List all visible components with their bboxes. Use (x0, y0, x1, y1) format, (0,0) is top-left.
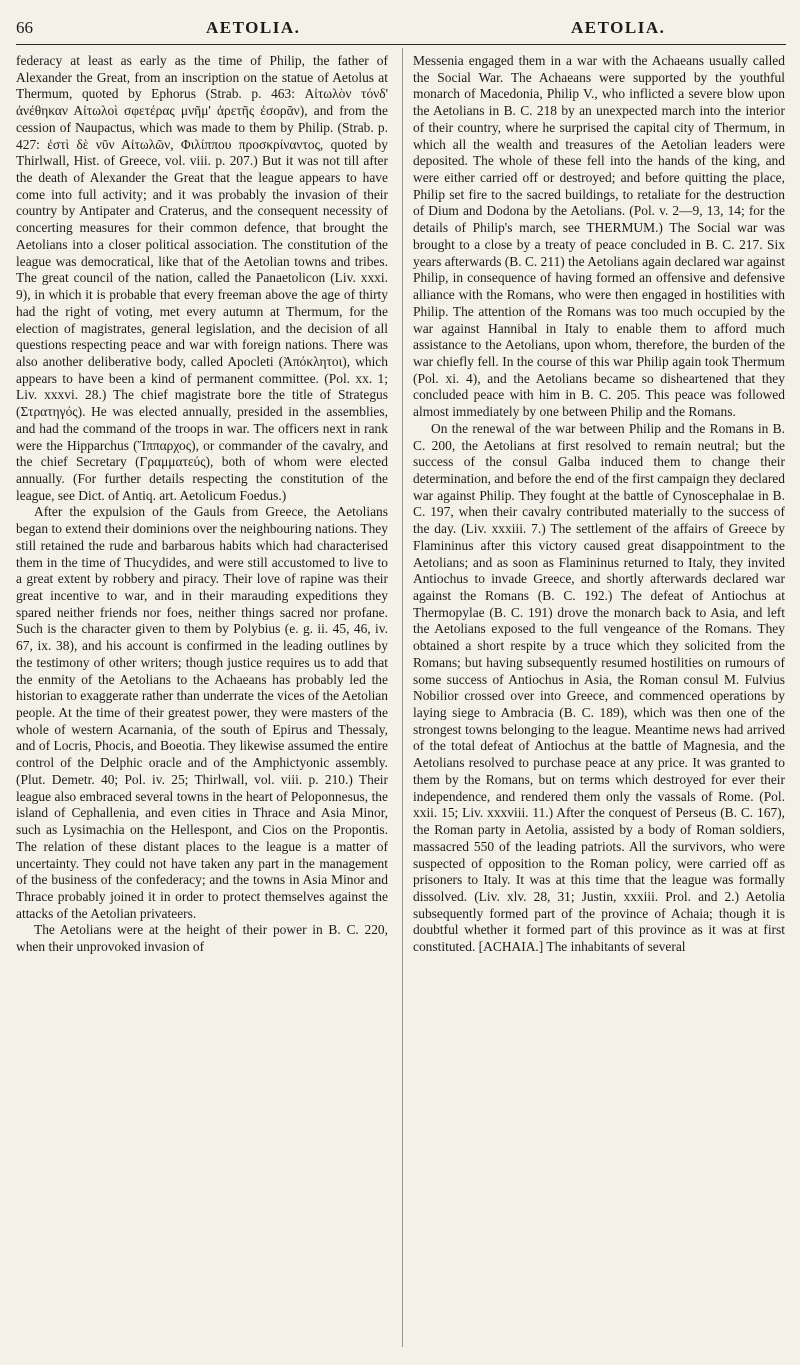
running-head-left: AETOLIA. (206, 18, 301, 37)
column-divider (402, 48, 403, 1347)
page-number: 66 (16, 18, 33, 37)
left-column (16, 53, 388, 956)
page-header (16, 14, 786, 38)
left-paragraph: federacy at least as early as the time of Philip, the father of Alexander the Great, from an inscription on the statue of Aetolus at Thermum, quoted by Ephorus (Strab. p. 463: Αἰτωλὸν τόνδ' ἀνέθηκαν Αἰτωλοὶ σφετέρας μνῆμ' ἀρετῆς ἐσορᾶν), and from the cession of Naupactus, which was made to them by Philip. (Strab. p. 427: ἐστὶ δὲ νῦν Αἰτωλῶν, Φιλίππου προσκρίναντος, quoted by Thirlwall, Hist. of Greece, vol. viii. p. 207.) But it was not till after the death of Alexander the Great that the league appears to have come into full activity; and it was probably the invasion of their country by Antipater and Craterus, and the consequent necessity of concerting measures for their common defence, that brought the Aetolians into a closer political association. The constitution of the league was democratical, like that of the Aetolian towns and tribes. The great council of the nation, called the Panaetolicon (Liv. xxxi. 9), in which it is probable that every freeman above the age of thirty had the right of voting, met every autumn at Thermum, for the election of magistrates, general legislation, and the decision of all questions respecting peace and war with foreign nations. There was also another deliberative body, called Apocleti (Ἀπόκλητοι), which appears to have been a kind of permanent committee. (Pol. xx. 1; Liv. xxxvi. 28.) The chief magistrate bore the title of Strategus (Στρατηγός). He was elected annually, presided in the assemblies, and had the command of the troops in war. The officers next in rank were the Hipparchus (Ἵππαρχος), or commander of the cavalry, and the chief Secretary (Γραμματεύς), both of whom were elected annually. (For further details respecting the constitution of the league, see Dict. of Antiq. art. Aetolicum Foedus.) (16, 53, 388, 503)
left-paragraph: The Aetolians were at the height of their power in B. C. 220, when their unprovoked invasion of (16, 922, 388, 955)
left-paragraph: After the expulsion of the Gauls from Greece, the Aetolians began to extend their dominions over the neighbouring nations. They still retained the rude and barbarous habits which had characterised them in the time of Thucydides, and were still accustomed to live to a great extent by robbery and piracy. Their love of rapine was their great incentive to war, and in their marauding expeditions they spared neither friends nor foes, neither things sacred nor profane. Such is the character given to them by Polybius (e. g. ii. 45, 46, iv. 67, ix. 38), and his account is confirmed in the leading outlines by the testimony of other writers; though justice requires us to add that the enmity of the Aetolians to the Achaeans has probably led the historian to exaggerate rather than underrate the vices of the Aetolian people. At the time of their greatest power, they were masters of the whole of western Acarnania, of the south of Epirus and Thessaly, and of Locris, Phocis, and Boeotia. They likewise assumed the entire control of the Delphic oracle and of the Amphictyonic assembly. (Plut. Demetr. 40; Pol. iv. 25; Thirlwall, vol. viii. p. 210.) Their league also embraced several towns in the heart of Peloponnesus, the island of Cephallenia, and even cities in Thrace and Asia Minor, such as Lysimachia on the Hellespont, and Cios on the Propontis. The relation of these distant places to the league is a matter of uncertainty. They could not have taken any part in the management of the business of the confederacy; and the towns in Asia Minor and Thrace probably joined it in order to protect themselves against the attacks of the Aetolian privateers. (16, 504, 388, 921)
running-head-right: AETOLIA. (571, 18, 666, 37)
right-paragraph: On the renewal of the war between Philip and the Romans in B. C. 200, the Aetolians at first resolved to remain neutral; but the success of the consul Galba induced them to change their determination, and before the end of the first campaign they declared war against Philip. They fought at the battle of Cynoscephalae in B. C. 197, when their cavalry contributed materially to the success of the day. (Liv. xxxiii. 7.) The settlement of the affairs of Greece by Flamininus after this victory caused great disappointment to the Aetolians; and as soon as Flamininus returned to Italy, they invited Antiochus to invade Greece, and shortly afterwards declared war against the Romans (B. C. 192.) The defeat of Antiochus at Thermopylae (B. C. 191) drove the monarch back to Asia, and left the Aetolians exposed to the full vengeance of the Romans. They obtained a short respite by a truce which they solicited from the Romans; but having subsequently resumed hostilities on rumours of some success of Antiochus in Asia, the Roman consul M. Fulvius Nobilior crossed over into Greece, and commenced operations by laying siege to Ambracia (B. C. 189), which was then one of the strongest towns belonging to the league. Meantime news had arrived of the total defeat of Antiochus at the battle of Magnesia, and the Aetolians resolved to purchase peace at any price. It was granted to them by the Romans, but on terms which destroyed for ever their independence, and rendered them only the vassals of Rome. (Pol. xxii. 15; Liv. xxxviii. 11.) After the conquest of Perseus (B. C. 167), the Roman party in Aetolia, assisted by a body of Roman soldiers, massacred 550 of the leading patriots. All the survivors, who were suspected of opposition to the Roman policy, were carried off as prisoners to Italy. It was at this time that the league was formally dissolved. (Liv. xlv. 28, 31; Justin, xxxiii. Prol. and 2.) Aetolia subsequently formed part of the province of Achaia; though it is doubtful whether it formed part of this province as it was at first constituted. [ACHAIA.] The inhabitants of several (413, 420, 785, 955)
header-rule (16, 44, 786, 45)
right-column (413, 53, 785, 956)
right-paragraph: Messenia engaged them in a war with the Achaeans usually called the Social War. The Achaeans were supported by the youthful monarch of Macedonia, Philip V., who inflicted a severe blow upon the Aetolians in B. C. 218 by an unexpected march into the interior of their country, where he surprised the capital city of Thermum, in which all the wealth and treasures of the Aetolian leaders were deposited. The whole of these fell into the hands of the king, and were either carried off or destroyed; and before quitting the place, Philip set fire to the sacred buildings, to retaliate for the destruction of Dium and Dodona by the Aetolians. (Pol. v. 2—9, 13, 14; for the details of Philip's march, see THERMUM.) The Social war was brought to a close by a treaty of peace concluded in B. C. 217. Six years afterwards (B. C. 211) the Aetolians again declared war against Philip, in consequence of having formed an offensive and defensive alliance with the Romans, who were then engaged in hostilities with Philip. The attention of the Romans was too much occupied by the war against Hannibal in Italy to enable them to afford much assistance to the Aetolians, upon whom, therefore, the burden of the war chiefly fell. In the course of this war Philip again took Thermum (Pol. xi. 4), and the Aetolians became so disheartened that they concluded peace with him in B. C. 205. This peace was followed almost immediately by one between Philip and the Romans. (413, 53, 785, 420)
